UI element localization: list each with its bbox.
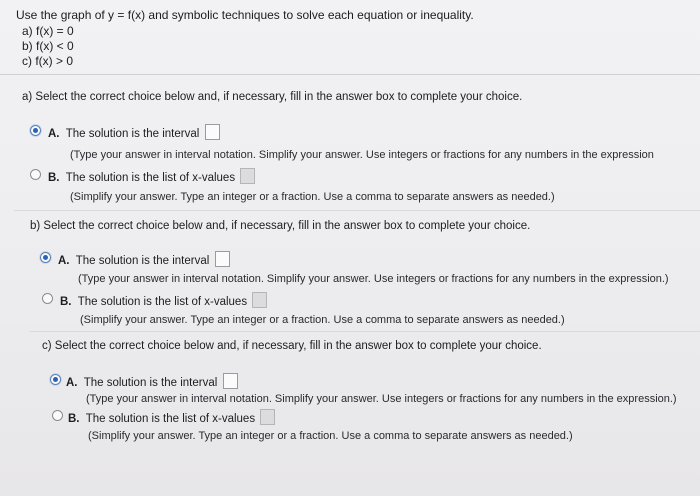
section-b-values-answer-box[interactable] (252, 292, 267, 308)
section-a-option-a[interactable] (48, 124, 220, 140)
part-c-inequality: c) f(x) > 0 (22, 54, 74, 68)
section-c-instruction: c) Select the correct choice below and, if necessary, fill in the answer box to complete your choice. (42, 340, 542, 352)
option-label: The solution is the interval (83, 377, 218, 389)
section-a-option-b-radio[interactable] (30, 169, 41, 180)
part-a-equation: a) f(x) = 0 (22, 24, 74, 38)
option-letter: B. (60, 296, 72, 308)
part-b-inequality: b) f(x) < 0 (22, 39, 74, 53)
section-a-interval-answer-box[interactable] (205, 124, 220, 140)
option-letter: A. (58, 255, 70, 267)
option-letter: B. (68, 413, 80, 425)
option-label: The solution is the interval (75, 255, 210, 267)
section-c-option-a-hint: (Type your answer in interval notation. Simplify your answer. Use integers or fractions for any numbers in the expression.) (86, 393, 677, 405)
section-a-instruction: a) Select the correct choice below and, if necessary, fill in the answer box to complete your choice. (22, 91, 523, 103)
option-label: The solution is the list of x-values (65, 172, 236, 184)
section-a-option-a-radio[interactable] (30, 125, 41, 136)
section-c-values-answer-box[interactable] (260, 409, 275, 425)
section-b-option-a[interactable] (58, 251, 230, 267)
section-a-values-answer-box[interactable] (240, 168, 255, 184)
section-c-option-b-radio[interactable] (52, 410, 63, 421)
section-b-option-b-radio[interactable] (42, 293, 53, 304)
section-divider (30, 331, 700, 332)
section-a-option-a-hint: (Type your answer in interval notation. Simplify your answer. Use integers or fractions for any numbers in the expression (70, 149, 654, 161)
section-c-option-b-hint: (Simplify your answer. Type an integer or a fraction. Use a comma to separate answers as needed.) (88, 430, 573, 442)
option-letter: B. (48, 172, 60, 184)
section-c-option-a-radio[interactable] (50, 374, 61, 385)
question-prompt: Use the graph of y = f(x) and symbolic techniques to solve each equation or inequality. (16, 8, 474, 22)
section-c-interval-answer-box[interactable] (223, 373, 238, 389)
section-b-option-b-hint: (Simplify your answer. Type an integer or a fraction. Use a comma to separate answers as needed.) (80, 314, 565, 326)
option-letter: A. (48, 128, 60, 140)
section-b-option-a-radio[interactable] (40, 252, 51, 263)
section-b-instruction: b) Select the correct choice below and, if necessary, fill in the answer box to complete your choice. (30, 220, 531, 232)
section-b-option-a-hint: (Type your answer in interval notation. Simplify your answer. Use integers or fractions for any numbers in the expression.) (78, 273, 669, 285)
option-label: The solution is the interval (65, 128, 200, 140)
section-c-option-b[interactable] (68, 409, 275, 425)
section-a-option-b-hint: (Simplify your answer. Type an integer or a fraction. Use a comma to separate answers as needed.) (70, 191, 555, 203)
header-divider (0, 74, 700, 75)
section-divider (14, 210, 700, 211)
section-b-option-b[interactable] (60, 292, 267, 308)
option-letter: A. (66, 377, 78, 389)
section-c-option-a[interactable] (66, 373, 238, 389)
section-b-interval-answer-box[interactable] (215, 251, 230, 267)
section-a-option-b[interactable] (48, 168, 255, 184)
option-label: The solution is the list of x-values (85, 413, 256, 425)
option-label: The solution is the list of x-values (77, 296, 248, 308)
